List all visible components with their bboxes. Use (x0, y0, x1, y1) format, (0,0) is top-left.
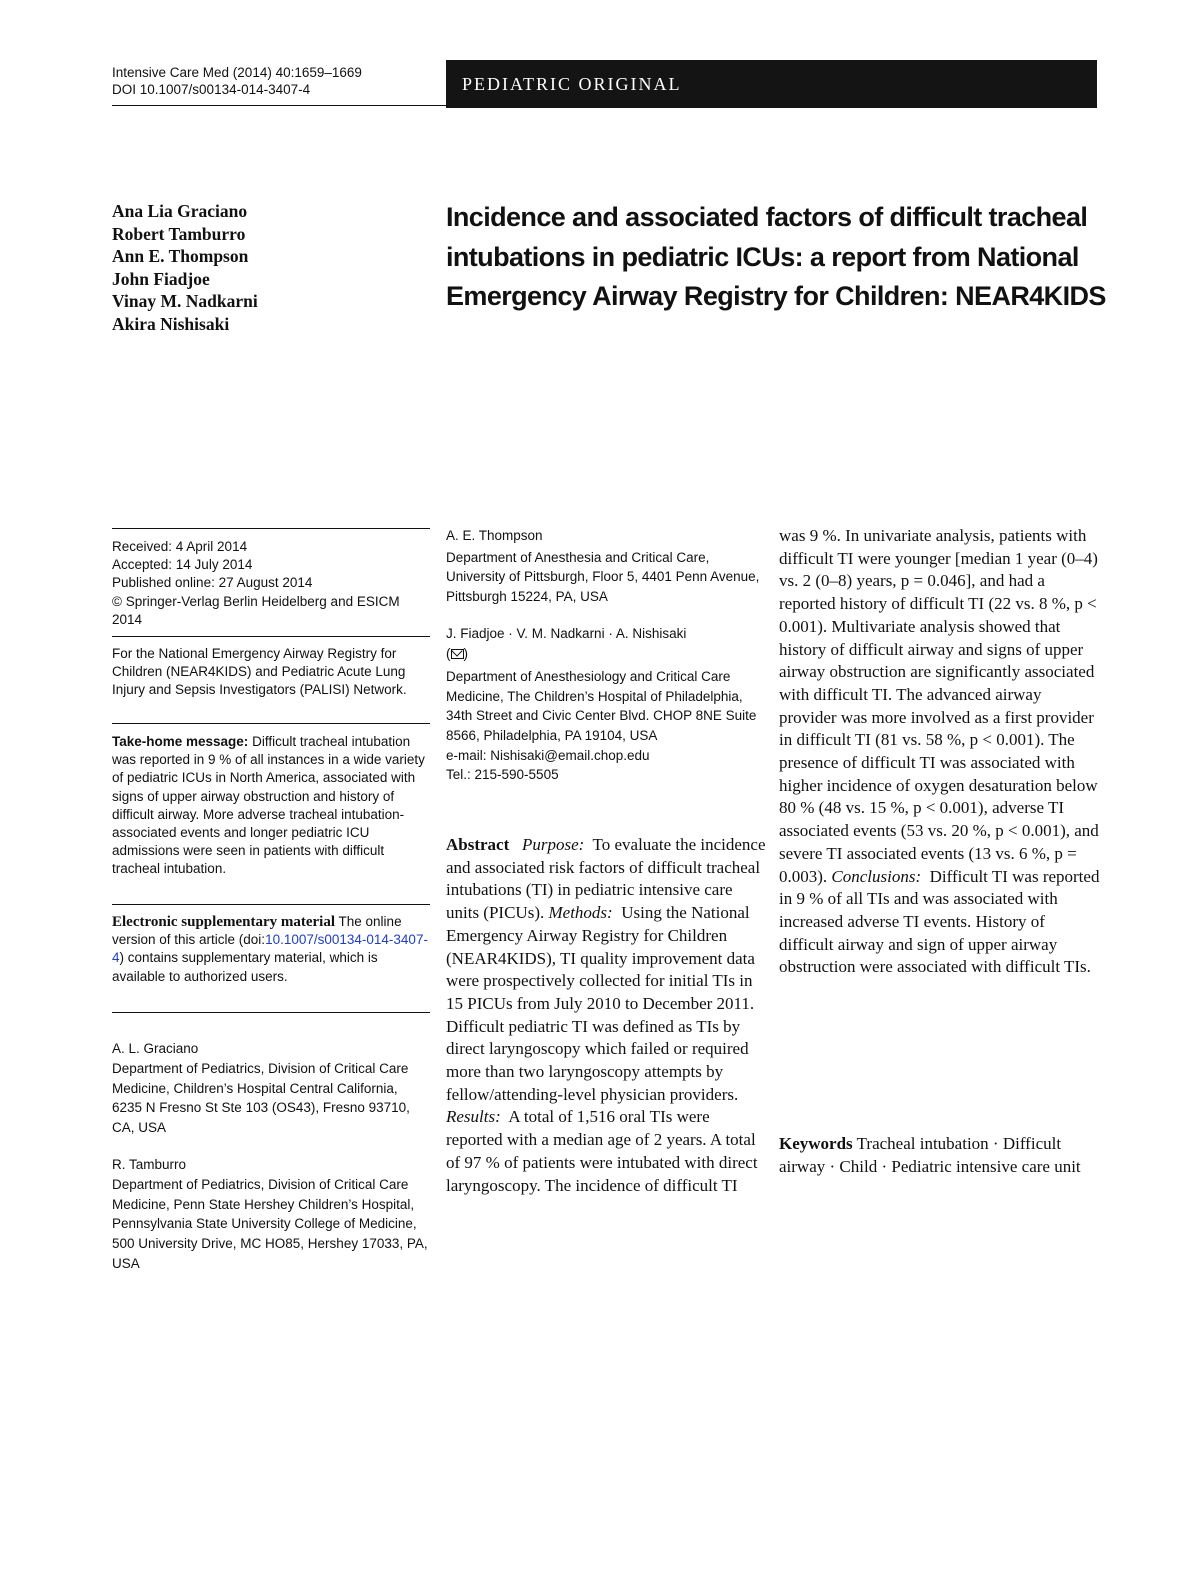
divider (112, 904, 430, 905)
keywords (779, 1133, 1101, 1178)
article-type-banner: PEDIATRIC ORIGINAL (446, 60, 1097, 108)
supplementary-material-note (112, 913, 430, 986)
affiliation-address: Department of Anesthesiology and Critical Care Medicine, The Children’s Hospital of Philadelphia, 34th Street and Civic Center Blvd. CHOP 8NE Suite 8566, Philadelphia, PA 19104, USA (446, 669, 757, 743)
esm-text-after: ) contains supplementary material, which is available to authorized users. (112, 950, 378, 984)
doi: DOI 10.1007/s00134-014-3407-4 (112, 82, 311, 97)
keywords-text: Tracheal intubation · Difficult airway · Child · Pediatric intensive care unit (779, 1134, 1081, 1176)
conclusions-label: Conclusions: (831, 866, 922, 886)
affiliation-name: A. L. Graciano (112, 1041, 199, 1056)
journal-reference: Intensive Care Med (2014) 40:1659–1669 (112, 65, 362, 80)
divider (112, 1012, 430, 1013)
network-note: For the National Emergency Airway Registry for Children (NEAR4KIDS) and Pediatric Acute Lung Injury and Sepsis Investigators (PALISI) Network. (112, 646, 407, 698)
affiliation (112, 1039, 430, 1138)
received-date: Received: 4 April 2014 (112, 539, 248, 554)
esm-label: Electronic supplementary material (112, 914, 336, 930)
article-title: Incidence and associated factors of difficult tracheal intubations in pediatric ICUs: a report from National Emergency Airway Registry for Children: NEAR4KIDS (446, 202, 1106, 311)
author-list (112, 200, 258, 336)
abstract-continuation (779, 525, 1101, 979)
take-home-label: Take-home message: (112, 734, 249, 749)
purpose-text: To evaluate the incidence and associated risk factors of difficult tracheal intubations (TI) in pediatric intensive care units (PICUs). (446, 835, 766, 923)
affiliation (112, 1155, 430, 1274)
divider (112, 723, 430, 724)
divider (112, 636, 430, 637)
take-home-text: Difficult tracheal intubation was reported in 9 % of all instances in a wide variety of pediatric ICUs in North America, associated with signs of upper airway obstruction and history of difficult airway. More adverse tracheal intubation-associated events and longer pediatric ICU admissions were seen in patients with difficult tracheal intubation. (112, 734, 425, 877)
results-label: Results: (446, 1107, 501, 1127)
author: Ana Lia Graciano (112, 201, 248, 221)
affiliation-name: A. E. Thompson (446, 528, 543, 543)
affiliation-address: Department of Pediatrics, Division of Critical Care Medicine, Penn State Hershey Children’s Hospital, Pennsylvania State University College of Medicine, 500 University Drive, MC HO85, Hershey 17033, PA, USA (112, 1176, 428, 1271)
email[interactable]: e-mail: Nishisaki@email.chop.edu (446, 747, 650, 763)
conclusions-text: Difficult TI was reported in 9 % of all TIs and was associated with increased adverse TI events. History of difficult airway and sign of upper airway obstruction were associated with difficult TIs. (779, 866, 1100, 977)
author: Ann E. Thompson (112, 246, 249, 267)
results-continued: was 9 %. In univariate analysis, patients with difficult TI were younger [median 1 year (0–4) vs. 2 (0–8) years, p = 0.046], and had a reported history of difficult TI (22 vs. 8 %, p < 0.001). Multivariate analysis showed that history of difficult airway and signs of upper airway obstruction are significantly associated with difficult TI. The advanced airway provider was more involved as a first provider in difficult TI (81 vs. 58 %, p < 0.001). The presence of difficult TI was associated with higher incidence of oxygen desaturation below 80 % (48 vs. 15 %, p < 0.001), adverse TI associated events (53 vs. 20 %, p < 0.001), and severe TI associated events (13 vs. 6 %, p = 0.003). (779, 526, 1099, 886)
author: Vinay M. Nadkarni (112, 291, 258, 312)
methods-label: Methods: (548, 903, 613, 923)
affiliation (446, 526, 766, 606)
abstract-heading: Abstract (446, 835, 510, 854)
results-text: A total of 1,516 oral TIs were reported with a median age of 2 years. A total of 97 % of patients were intubated with direct laryngoscopy. The incidence of difficult TI (446, 1107, 758, 1195)
author: John Fiadjoe (112, 268, 210, 289)
affiliation-name: R. Tamburro (112, 1157, 187, 1172)
telephone: Tel.: 215-590-5505 (446, 767, 559, 783)
accepted-date: Accepted: 14 July 2014 (112, 557, 253, 573)
esm-doi-link[interactable]: 10.1007/s00134-014-3407-4 (112, 932, 428, 966)
author: Robert Tamburro (112, 223, 246, 244)
affiliation-address: Department of Pediatrics, Division of Critical Care Medicine, Children’s Hospital Central California, 6235 N Fresno St Ste 103 (OS43), Fresno 93710, CA, USA (112, 1060, 410, 1136)
affiliation-address: Department of Anesthesia and Critical Care, University of Pittsburgh, Floor 5, 4401 Penn Avenue, Pittsburgh 15224, PA, USA (446, 549, 760, 604)
methods-text: Using the National Emergency Airway Registry for Children (NEAR4KIDS), TI quality improvement data were prospectively collected for initial TIs in 15 PICUs from July 2010 to December 2011. Difficult pediatric TI was defined as TIs by direct laryngoscopy which failed or required more than two laryngoscopy attempts by fellow/attending-level physician providers. (446, 903, 755, 1104)
envelope-icon (451, 649, 464, 659)
copyright: © Springer-Verlag Berlin Heidelberg and ESICM 2014 (112, 593, 400, 627)
affiliation-name: J. Fiadjoe · V. M. Nadkarni · A. Nishisaki (446, 626, 687, 641)
divider (112, 528, 430, 529)
header-rule (112, 105, 446, 106)
esm-text: The online version of this article (doi: (112, 914, 402, 948)
article-dates (112, 538, 430, 629)
abstract-body (446, 834, 766, 1197)
journal-citation (112, 64, 362, 98)
published-date: Published online: 27 August 2014 (112, 575, 313, 591)
author: Akira Nishisaki (112, 313, 230, 334)
purpose-label: Purpose: (522, 835, 585, 854)
keywords-label: Keywords (779, 1134, 853, 1153)
corresponding-affiliation: J. Fiadjoe · V. M. Nadkarni · A. Nishisaki ( ) Department of Anesthesiology and Critical Care Medicine, The Children’s Hospital of Philadelphia, 34th Street and Civic Center Blvd. CHOP 8NE Suite 8566, Philadelphia, PA 19104, USA e-mail: Nishisaki@email.chop.edu Tel.: 215-590-5505 (446, 624, 766, 785)
take-home-message (112, 733, 430, 879)
